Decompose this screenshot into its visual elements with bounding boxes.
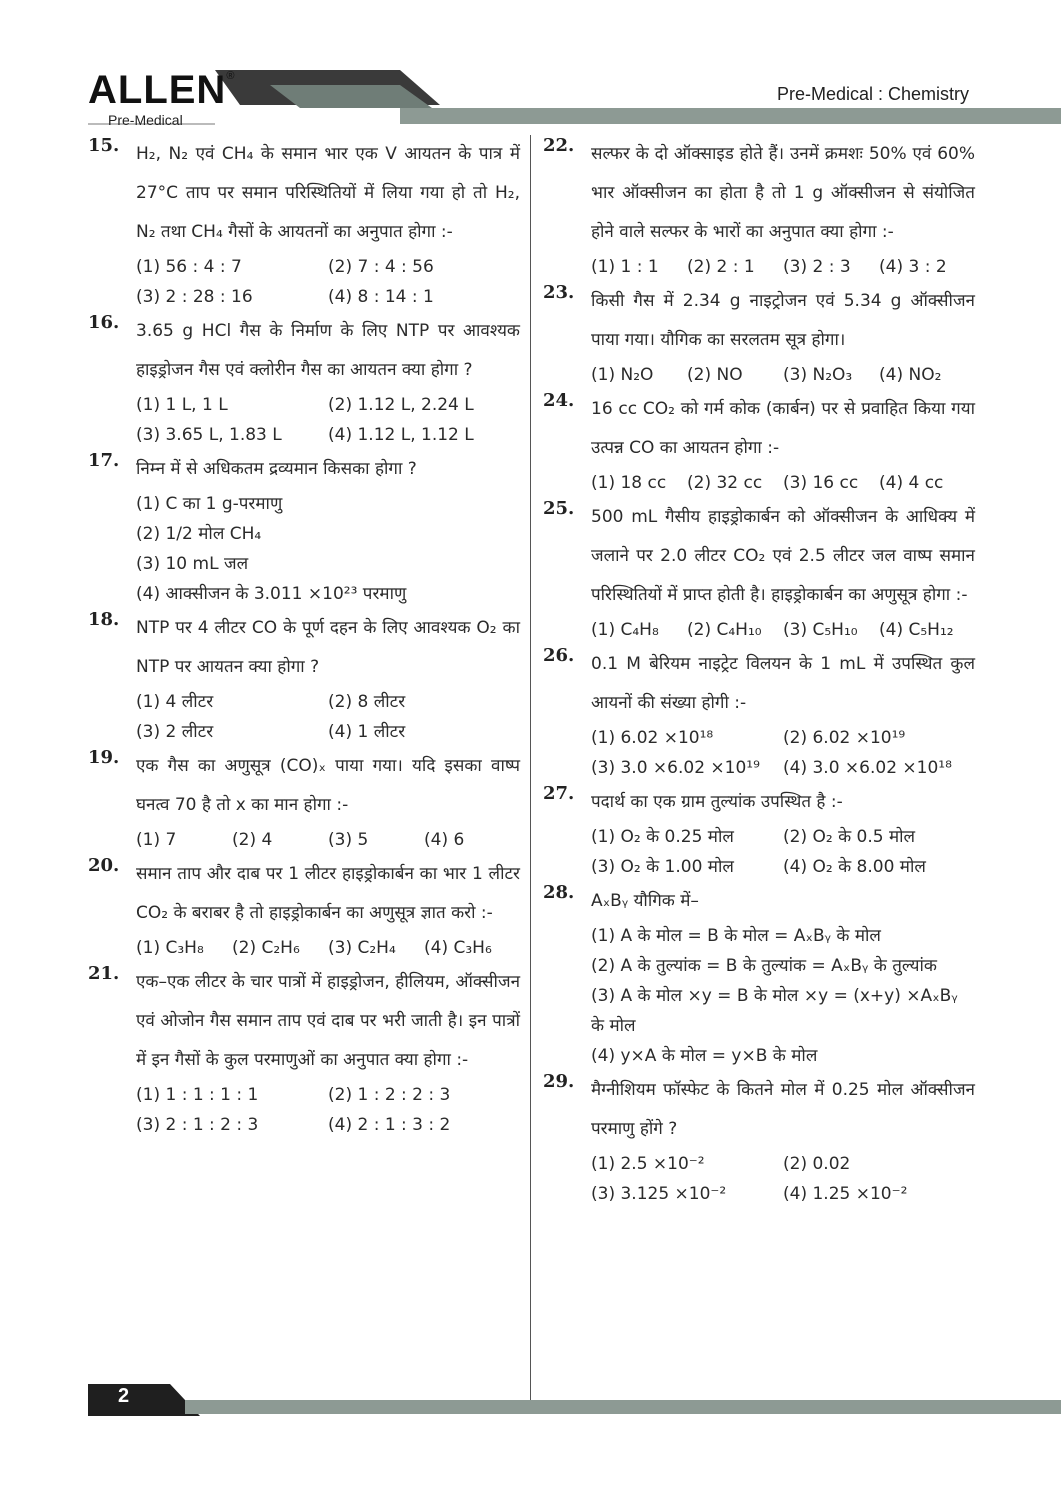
options-list (591, 252, 975, 282)
option-2: (2) C₂H₆ (232, 938, 300, 958)
option-4: (4) C₃H₆ (424, 938, 492, 958)
option-3: (3) 3.65 L, 1.83 L (136, 425, 282, 445)
question-19 (88, 747, 520, 855)
question-text: H₂, N₂ एवं CH₄ के समान भार एक V आयतन के पात्र में 27°C ताप पर समान परिस्थितियों में लिया गया हो तो H₂, N₂ तथा CH₄ गैसों के आयतनों का अनुपात होगा :- (136, 144, 520, 242)
question-number: 28. (543, 882, 575, 903)
option-4: (4) 1.25 ×10⁻² (783, 1184, 908, 1204)
question-25 (543, 498, 975, 645)
options-list (591, 1149, 975, 1209)
option-3: (3) 3.125 ×10⁻² (591, 1184, 727, 1204)
question-26 (543, 645, 975, 783)
option-1: (1) A के मोल = B के मोल = AₓBᵧ के मोल (591, 926, 881, 946)
page-footer (0, 1380, 1061, 1420)
option-2: (2) C₄H₁₀ (687, 620, 762, 640)
question-number: 22. (543, 135, 575, 156)
question-29 (543, 1071, 975, 1209)
option-2: (2) 0.02 (783, 1154, 851, 1174)
question-text: एक–एक लीटर के चार पात्रों में हाइड्रोजन, हीलियम, ऑक्सीजन एवं ओजोन गैस समान ताप एवं दाब पर भरी जाती है। इन पात्रों में इन गैसों के कुल परमाणुओं का अनुपात क्या होगा :- (136, 972, 520, 1070)
options-list (136, 933, 520, 963)
option-2: (2) A के तुल्यांक = B के तुल्यांक = AₓBᵧ के तुल्यांक (591, 956, 937, 976)
option-2: (2) 4 (232, 830, 273, 850)
option-3: (3) C₅H₁₀ (783, 620, 858, 640)
question-27 (543, 783, 975, 882)
option-2: (2) 7 : 4 : 56 (328, 257, 434, 277)
options-list (136, 687, 520, 747)
option-3: (3) 2 : 1 : 2 : 3 (136, 1115, 259, 1135)
option-3: (3) N₂O₃ (783, 365, 853, 385)
option-3: (3) 16 cc (783, 473, 859, 493)
question-23 (543, 282, 975, 390)
option-2: (2) 1 : 2 : 2 : 3 (328, 1085, 451, 1105)
option-3: (3) 2 : 28 : 16 (136, 287, 253, 307)
option-1: (1) 7 (136, 830, 177, 850)
options-list (591, 468, 975, 498)
option-3: (3) A के मोल ×y = B के मोल ×y = (x+y) ×AₓBᵧ के मोल (591, 986, 958, 1036)
option-4: (4) 8 : 14 : 1 (328, 287, 434, 307)
options-list (591, 615, 975, 645)
options-list (136, 1080, 520, 1140)
option-3: (3) 10 mL जल (136, 554, 249, 574)
left-column (88, 135, 520, 1140)
question-21 (88, 963, 520, 1140)
question-text: पदार्थ का एक ग्राम तुल्यांक उपस्थित है :- (591, 792, 843, 812)
question-text: निम्न में से अधिकतम द्रव्यमान किसका होगा ? (136, 459, 417, 479)
option-3: (3) 2 : 3 (783, 257, 851, 277)
option-3: (3) C₂H₄ (328, 938, 396, 958)
option-3: (3) 5 (328, 830, 369, 850)
option-4: (4) NO₂ (879, 365, 942, 385)
option-1: (1) 18 cc (591, 473, 667, 493)
option-1: (1) 56 : 4 : 7 (136, 257, 242, 277)
question-text: 16 cc CO₂ को गर्म कोक (कार्बन) पर से प्रवाहित किया गया उत्पन्न CO का आयतन होगा :- (591, 399, 975, 458)
question-22 (543, 135, 975, 282)
question-text: एक गैस का अणुसूत्र (CO)ₓ पाया गया। यदि इसका वाष्प घनत्व 70 है तो x का मान होगा :- (136, 756, 520, 815)
option-4: (4) y×A के मोल = y×B के मोल (591, 1046, 818, 1066)
column-divider (530, 135, 531, 1405)
page-title: Pre-Medical : Chemistry (776, 84, 969, 104)
option-3: (3) 2 लीटर (136, 722, 214, 742)
option-2: (2) NO (687, 365, 743, 385)
option-4: (4) C₅H₁₂ (879, 620, 954, 640)
question-text: सल्फर के दो ऑक्साइड होते हैं। उनमें क्रमशः 50% एवं 60% भार ऑक्सीजन का होता है तो 1 g ऑक्सीजन से संयोजित होने वाले सल्फर के भारों का अनुपात क्या होगा :- (591, 144, 975, 242)
question-number: 20. (88, 855, 120, 876)
question-text: 500 mL गैसीय हाइड्रोकार्बन को ऑक्सीजन के आधिक्य में जलाने पर 2.0 लीटर CO₂ एवं 2.5 लीटर जल वाष्प समान परिस्थितियों में प्राप्त होती है। हाइड्रोकार्बन का अणुसूत्र होगा :- (591, 507, 975, 605)
question-text: 0.1 M बेरियम नाइट्रेट विलयन के 1 mL में उपस्थित कुल आयनों की संख्या होगी :- (591, 654, 975, 713)
question-text: किसी गैस में 2.34 g नाइट्रोजन एवं 5.34 g ऑक्सीजन पाया गया। यौगिक का सरलतम सूत्र होगा। (591, 291, 975, 350)
options-list (591, 723, 975, 783)
options-list (136, 252, 520, 312)
question-number: 19. (88, 747, 120, 768)
footer-dark-tab (88, 1384, 200, 1416)
option-2: (2) 1.12 L, 2.24 L (328, 395, 474, 415)
header-gray-bar (400, 108, 1061, 124)
option-1: (1) 4 लीटर (136, 692, 214, 712)
options-list (591, 360, 975, 390)
question-number: 15. (88, 135, 120, 156)
question-number: 17. (88, 450, 120, 471)
question-18 (88, 609, 520, 747)
option-1: (1) 1 : 1 (591, 257, 659, 277)
question-number: 18. (88, 609, 120, 630)
option-1: (1) 1 : 1 : 1 : 1 (136, 1085, 259, 1105)
option-4: (4) 2 : 1 : 3 : 2 (328, 1115, 451, 1135)
option-2: (2) 8 लीटर (328, 692, 406, 712)
question-16 (88, 312, 520, 450)
option-1: (1) C का 1 g-परमाणु (136, 494, 283, 514)
option-4: (4) आक्सीजन के 3.011 ×10²³ परमाणु (136, 584, 407, 604)
question-text: समान ताप और दाब पर 1 लीटर हाइड्रोकार्बन का भार 1 लीटर CO₂ के बराबर है तो हाइड्रोकार्बन का अणुसूत्र ज्ञात करो :- (136, 864, 520, 923)
option-4: (4) 3.0 ×6.02 ×10¹⁸ (783, 758, 952, 778)
option-1: (1) O₂ के 0.25 मोल (591, 827, 734, 847)
logo-subtitle: Pre-Medical (108, 112, 183, 128)
footer-gray-bar (185, 1400, 1061, 1414)
question-number: 21. (88, 963, 120, 984)
page-header (0, 0, 1061, 135)
option-2: (2) 1/2 मोल CH₄ (136, 524, 262, 544)
allen-logo: ALLEN® (88, 68, 236, 112)
question-number: 25. (543, 498, 575, 519)
question-number: 26. (543, 645, 575, 666)
option-2: (2) 32 cc (687, 473, 763, 493)
options-list (591, 822, 975, 882)
question-24 (543, 390, 975, 498)
option-4: (4) 6 (424, 830, 465, 850)
option-1: (1) 1 L, 1 L (136, 395, 228, 415)
options-list (136, 390, 520, 450)
question-number: 23. (543, 282, 575, 303)
option-4: (4) 3 : 2 (879, 257, 947, 277)
option-4: (4) 1 लीटर (328, 722, 406, 742)
question-text: AₓBᵧ यौगिक में– (591, 891, 699, 911)
question-text: मैग्नीशियम फॉस्फेट के कितने मोल में 0.25 मोल ऑक्सीजन परमाणु होंगे ? (591, 1080, 975, 1139)
option-2: (2) 6.02 ×10¹⁹ (783, 728, 906, 748)
option-2: (2) O₂ के 0.5 मोल (783, 827, 916, 847)
question-20 (88, 855, 520, 963)
option-3: (3) 3.0 ×6.02 ×10¹⁹ (591, 758, 760, 778)
question-number: 16. (88, 312, 120, 333)
right-column (543, 135, 975, 1209)
option-1: (1) N₂O (591, 365, 654, 385)
option-1: (1) 6.02 ×10¹⁸ (591, 728, 714, 748)
question-text: 3.65 g HCl गैस के निर्माण के लिए NTP पर आवश्यक हाइड्रोजन गैस एवं क्लोरीन गैस का आयतन क्या होगा ? (136, 321, 520, 380)
question-number: 29. (543, 1071, 575, 1092)
option-1: (1) 2.5 ×10⁻² (591, 1154, 705, 1174)
option-1: (1) C₃H₈ (136, 938, 204, 958)
option-1: (1) C₄H₈ (591, 620, 659, 640)
options-list (136, 825, 520, 855)
page-number: 2 (118, 1385, 130, 1407)
options-list (591, 921, 975, 1071)
question-number: 27. (543, 783, 575, 804)
question-28 (543, 882, 975, 1071)
question-15 (88, 135, 520, 312)
question-number: 24. (543, 390, 575, 411)
option-3: (3) O₂ के 1.00 मोल (591, 857, 734, 877)
option-4: (4) 4 cc (879, 473, 944, 493)
question-17 (88, 450, 520, 609)
question-text: NTP पर 4 लीटर CO के पूर्ण दहन के लिए आवश्यक O₂ का NTP पर आयतन क्या होगा ? (136, 618, 520, 677)
options-list (136, 489, 520, 609)
option-4: (4) 1.12 L, 1.12 L (328, 425, 474, 445)
footer-band (0, 1380, 1061, 1420)
option-2: (2) 2 : 1 (687, 257, 755, 277)
option-4: (4) O₂ के 8.00 मोल (783, 857, 926, 877)
